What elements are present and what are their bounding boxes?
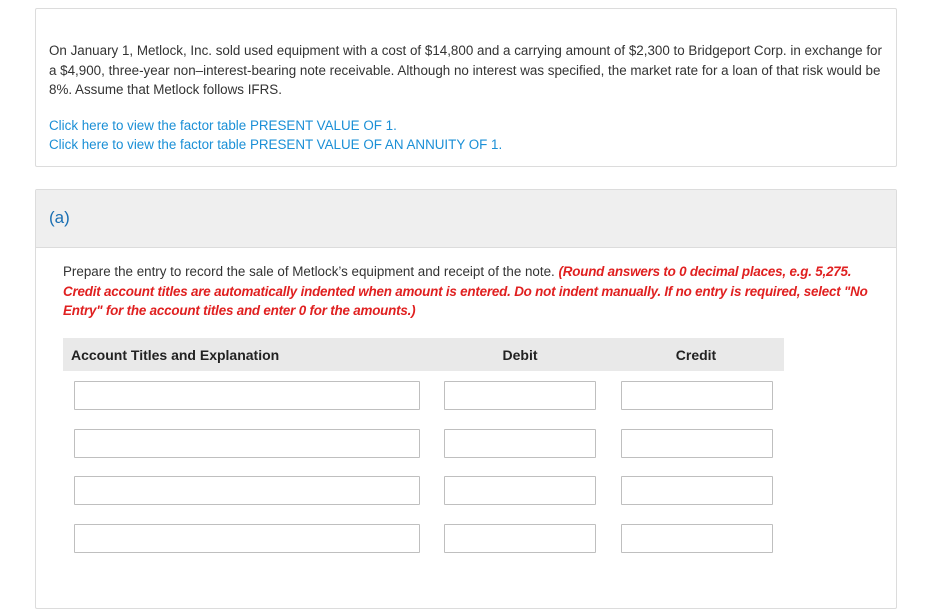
instruction-text: Prepare the entry to record the sale of Metlock’s equipment and receipt of the note. <box>63 264 555 279</box>
part-a-card <box>35 189 897 609</box>
problem-card <box>35 8 897 167</box>
account-title-input-3[interactable] <box>74 476 420 505</box>
instructions <box>63 262 873 321</box>
debit-input-4[interactable] <box>444 524 596 553</box>
part-a-header <box>36 190 896 248</box>
present-value-annuity-link[interactable]: Click here to view the factor table PRESENT VALUE OF AN ANNUITY OF 1. <box>49 137 503 152</box>
account-column-header: Account Titles and Explanation <box>71 347 280 363</box>
debit-column-header: Debit <box>502 347 538 363</box>
journal-table-header <box>63 338 784 371</box>
debit-input-2[interactable] <box>444 429 596 458</box>
credit-column-header: Credit <box>675 347 717 363</box>
account-title-input-4[interactable] <box>74 524 420 553</box>
account-title-input-1[interactable] <box>74 381 420 410</box>
account-title-input-2[interactable] <box>74 429 420 458</box>
problem-statement: On January 1, Metlock, Inc. sold used equipment with a cost of $14,800 and a carrying amount of $2,300 to Bridgeport Corp. in exchange for a $4,900, three-year non–interest-bearing note receivable. Although no interest was specified, the market rate for a loan of that risk would be 8%. Assume that Metlock follows IFRS. <box>49 43 882 97</box>
credit-input-3[interactable] <box>621 476 773 505</box>
debit-input-1[interactable] <box>444 381 596 410</box>
rounding-note: (Round answers to 0 decimal places, e.g. 5,275. Credit account titles are automatically indented when amount is entered. Do not indent manually. If no entry is required, select "No Entry" for the account titles and enter 0 for the amounts.) <box>63 264 868 318</box>
credit-input-4[interactable] <box>621 524 773 553</box>
part-label: (a) <box>49 208 70 227</box>
debit-input-3[interactable] <box>444 476 596 505</box>
credit-input-2[interactable] <box>621 429 773 458</box>
present-value-of-1-link[interactable]: Click here to view the factor table PRESENT VALUE OF 1. <box>49 118 397 133</box>
credit-input-1[interactable] <box>621 381 773 410</box>
